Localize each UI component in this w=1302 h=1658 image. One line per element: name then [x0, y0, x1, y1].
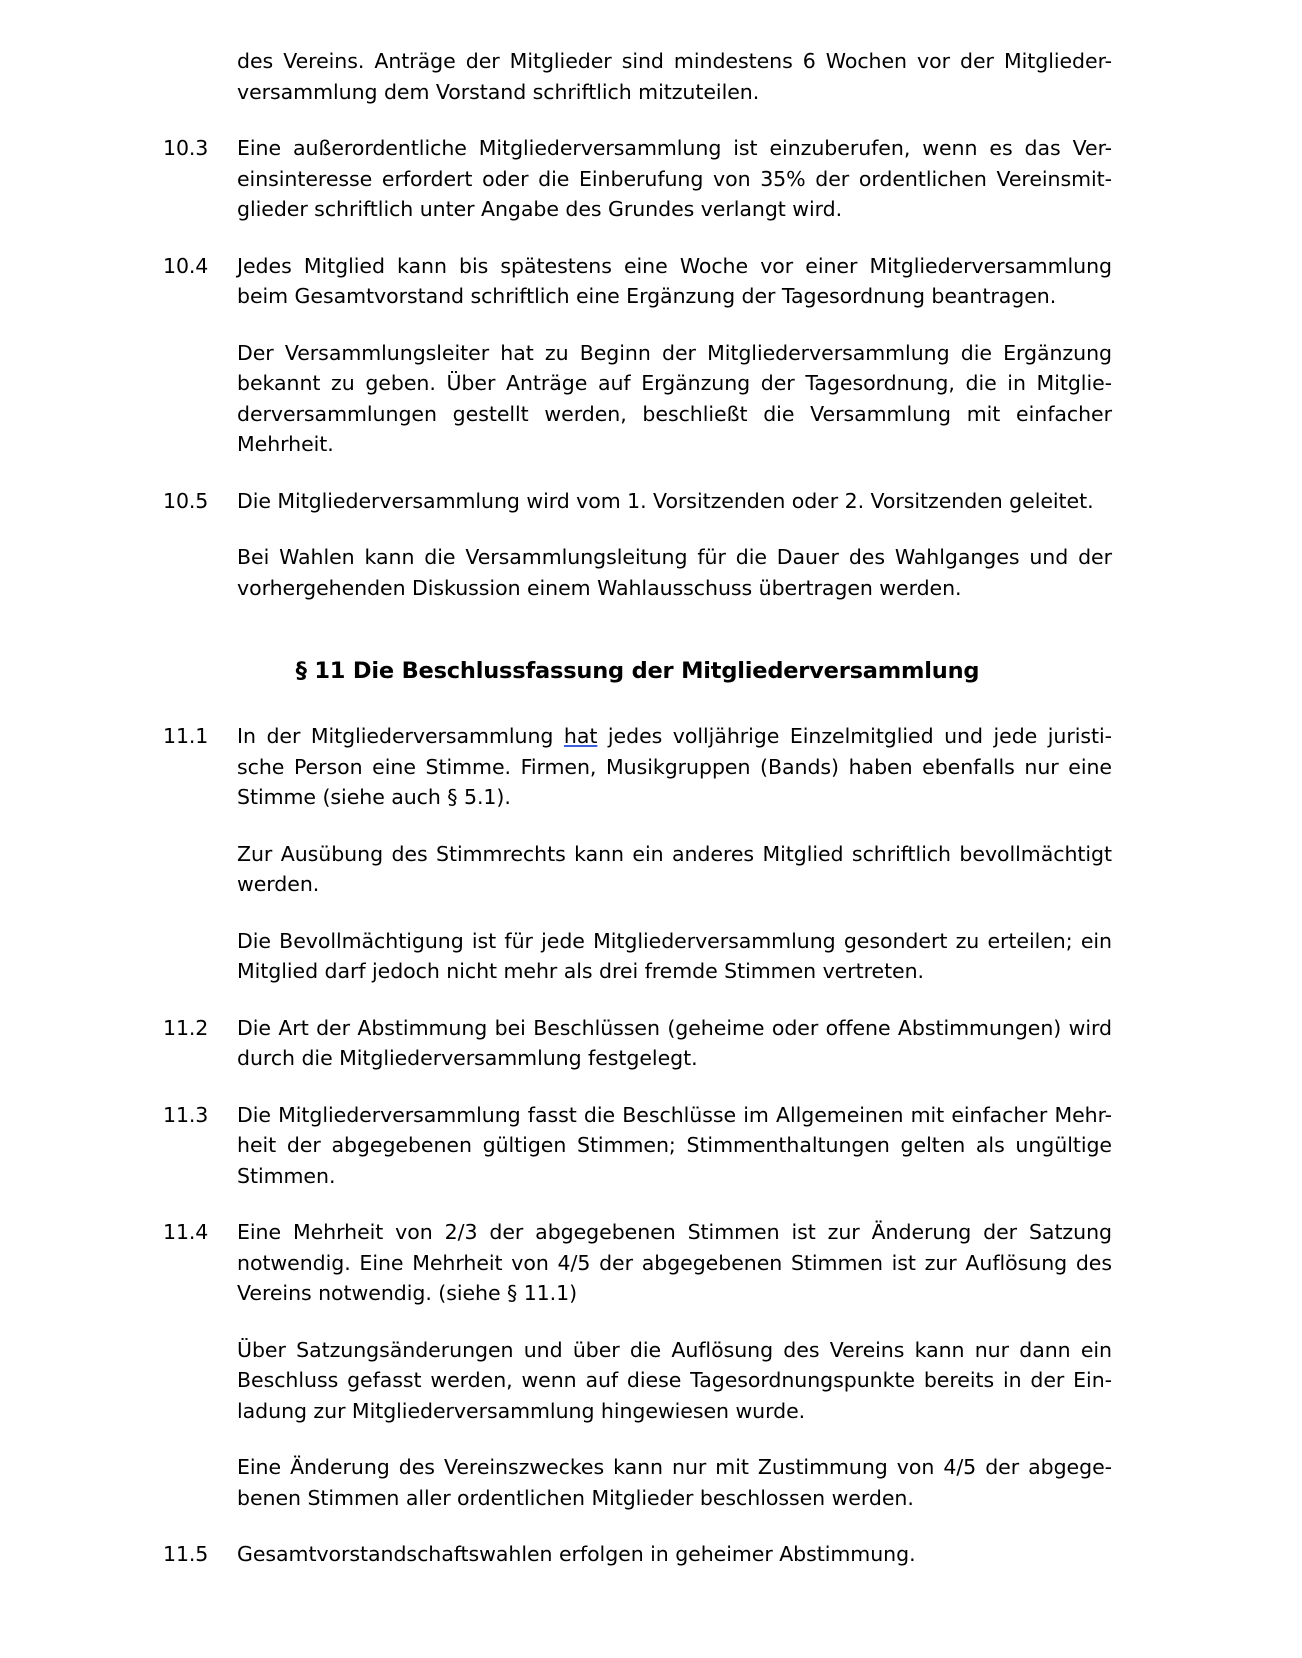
- paragraph-text: Gesamtvorstandschaftswahlen erfolgen in geheimer Abstimmung.: [237, 1542, 916, 1566]
- paragraph-text: Über Satzungsänderungen und über die Auflösung des Vereins kann nur dann ein Beschluss gefasst werden, wenn auf diese Tagesordnungspunkte bereits in der Ein-ladung zur Mitgliederversammlung hingewiesen wurde.: [237, 1337, 1112, 1423]
- spellcheck-flagged-word[interactable]: hat: [563, 724, 598, 748]
- paragraph-11-4-continuation-a: [237, 1335, 1112, 1427]
- paragraph-number: 11.1: [163, 724, 209, 748]
- paragraph-text: Zur Ausübung des Stimmrechts kann ein anderes Mitglied schriftlich bevollmächtigt werden.: [237, 841, 1112, 896]
- paragraph-11-5: [163, 1539, 1112, 1570]
- paragraph-10-4-continuation: [237, 338, 1112, 460]
- paragraph-number: 11.5: [163, 1542, 209, 1566]
- paragraph-text: Die Bevollmächtigung ist für jede Mitgliederversammlung gesondert zu erteilen; ein Mitglied darf jedoch nicht mehr als drei fremde Stimmen vertreten.: [237, 928, 1112, 983]
- paragraph-11-4: [163, 1217, 1112, 1309]
- paragraph-number: 10.3: [163, 136, 209, 160]
- paragraph-text: Eine Änderung des Vereinszweckes kann nur mit Zustimmung von 4/5 der abgege-benen Stimmen aller ordentlichen Mitglieder beschlossen werden.: [237, 1455, 1112, 1510]
- paragraph-number: 11.2: [163, 1015, 209, 1040]
- text-segment-after-error: jedes volljährige Einzelmitglied und jede juristi-sche Person eine Stimme. Firmen, Musikgruppen (Bands) haben ebenfalls nur eine Stimme (siehe auch § 5.1).: [237, 724, 1112, 809]
- paragraph-text: Der Versammlungsleiter hat zu Beginn der Mitgliederversammlung die Ergänzung bekannt zu geben. Über Anträge auf Ergänzung der Tagesordnung, die in Mitglie-derversammlungen gestellt werden, beschließt die Versammlung mit einfacher Mehrheit.: [237, 340, 1112, 456]
- paragraph-text: Die Mitgliederversammlung fasst die Beschlüsse im Allgemeinen mit einfacher Mehr-heit der abgegebenen gültigen Stimmen; Stimmenthaltungen gelten als ungültige Stimmen.: [237, 1102, 1112, 1188]
- paragraph-text: Jedes Mitglied kann bis spätestens eine Woche vor einer Mitgliederversammlung beim Gesamtvorstand schriftlich eine Ergänzung der Tagesordnung beantragen.: [237, 253, 1112, 308]
- paragraph-number: 10.5: [163, 488, 209, 513]
- paragraph-10-5-continuation: [237, 542, 1112, 603]
- paragraph-10-4: [163, 251, 1112, 312]
- paragraph-11-3: [163, 1100, 1112, 1192]
- paragraph-11-2: [163, 1013, 1112, 1074]
- section-heading-11: § 11 Die Beschlussfassung der Mitgliederversammlung: [295, 658, 980, 684]
- paragraph-10-2-continuation: [237, 46, 1112, 107]
- paragraph-text: Die Mitgliederversammlung wird vom 1. Vorsitzenden oder 2. Vorsitzenden geleitet.: [237, 488, 1094, 513]
- paragraph-text: Eine Mehrheit von 2/3 der abgegebenen Stimmen ist zur Änderung der Satzung notwendig. Eine Mehrheit von 4/5 der abgegebenen Stimmen ist zur Auflösung des Vereins notwendig. (siehe § 11.1): [237, 1220, 1112, 1305]
- paragraph-10-3: [163, 133, 1112, 225]
- paragraph-text: [237, 721, 1112, 813]
- paragraph-text: des Vereins. Anträge der Mitglieder sind mindestens 6 Wochen vor der Mitglieder-versammlung dem Vorstand schriftlich mitzuteilen.: [237, 49, 1112, 104]
- paragraph-11-4-continuation-b: [237, 1452, 1112, 1513]
- paragraph-number: 10.4: [163, 253, 209, 278]
- paragraph-text: Die Art der Abstimmung bei Beschlüssen (geheime oder offene Abstimmungen) wird durch die Mitgliederversammlung festgelegt.: [237, 1015, 1112, 1070]
- paragraph-text: Bei Wahlen kann die Versammlungsleitung für die Dauer des Wahlganges und der vorhergehenden Diskussion einem Wahlausschuss übertragen werden.: [237, 545, 1112, 600]
- paragraph-number: 11.3: [163, 1102, 209, 1127]
- paragraph-10-5: [163, 486, 1112, 517]
- paragraph-11-1-continuation-a: [237, 839, 1112, 900]
- paragraph-11-1-continuation-b: [237, 926, 1112, 987]
- paragraph-11-1: [163, 721, 1112, 813]
- paragraph-number: 11.4: [163, 1220, 209, 1244]
- text-segment-before-error: In der Mitgliederversammlung: [237, 724, 564, 748]
- paragraph-text: Eine außerordentliche Mitgliederversammlung ist einzuberufen, wenn es das Ver-einsinteresse erfordert oder die Einberufung von 35% der ordentlichen Vereinsmit-glieder schriftlich unter Angabe des Grundes verlangt wird.: [237, 136, 1112, 221]
